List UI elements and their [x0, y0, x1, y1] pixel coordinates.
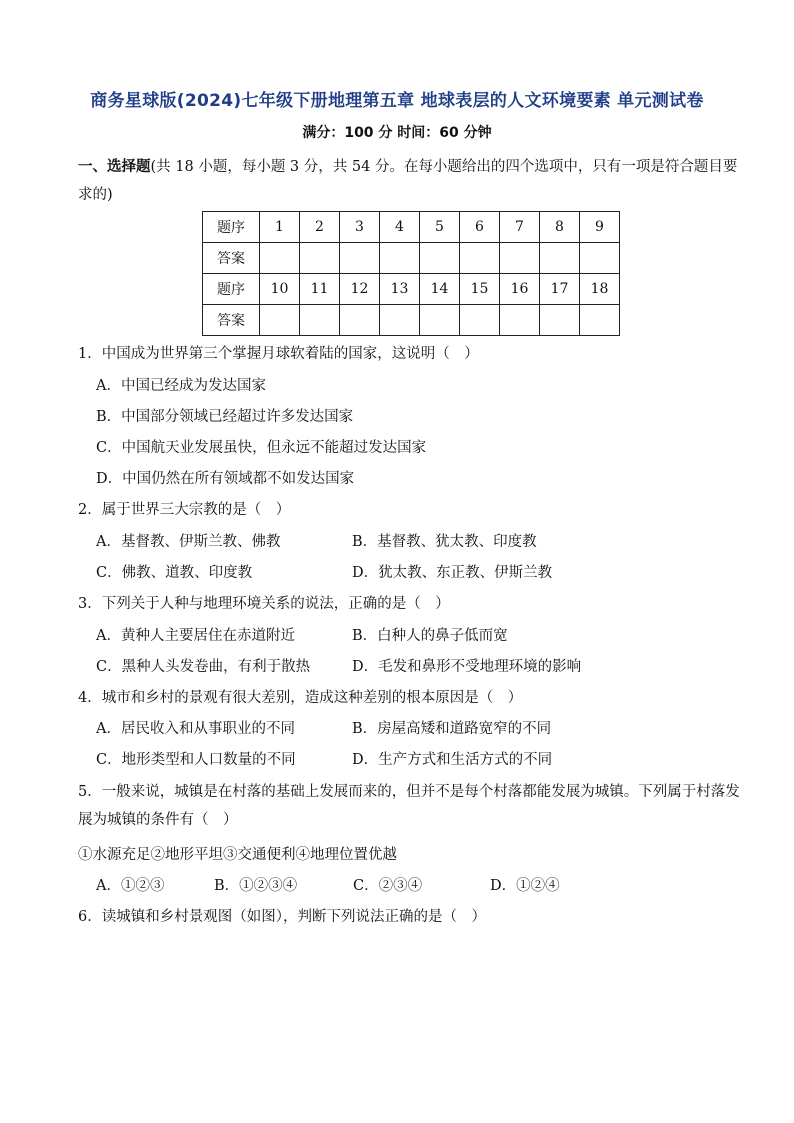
table-cell: 12 [340, 274, 380, 305]
section-label: 一、选择题 [78, 159, 151, 175]
table-header-cell: 答案 [203, 305, 260, 336]
table-cell: 10 [260, 274, 300, 305]
answer-table [202, 211, 620, 336]
table-cell: 6 [460, 212, 500, 243]
table-cell: 8 [540, 212, 580, 243]
question-4-option-c: C．地形类型和人口数量的不同 [96, 752, 296, 768]
question-4-stem: 4．城市和乡村的景观有很大差别，造成这种差别的根本原因是（ ） [78, 690, 523, 706]
answer-cell[interactable] [420, 243, 460, 274]
question-3-option-c: C．黑种人头发卷曲，有利于散热 [96, 659, 311, 675]
question-5-conditions: ①水源充足②地形平坦③交通便利④地理位置优越 [78, 847, 397, 863]
answer-table-row [203, 305, 620, 336]
question-2-stem: 2．属于世界三大宗教的是（ ） [78, 502, 291, 518]
answer-cell[interactable] [540, 305, 580, 336]
table-cell: 7 [500, 212, 540, 243]
table-header-cell: 答案 [203, 243, 260, 274]
question-1-stem: 1．中国成为世界第三个掌握月球软着陆的国家，这说明（ ） [78, 346, 479, 362]
question-5-stem: 5．一般来说，城镇是在村落的基础上发展而来的，但并不是每个村落都能发展为城镇。下列属于村落发展为城镇的条件有（ ） [78, 784, 740, 828]
table-cell: 4 [380, 212, 420, 243]
answer-cell[interactable] [420, 305, 460, 336]
exam-title: 商务星球版(2024)七年级下册地理第五章 地球表层的人文环境要素 单元测试卷 [90, 91, 704, 111]
answer-cell[interactable] [540, 243, 580, 274]
question-3-stem: 3．下列关于人种与地理环境关系的说法，正确的是（ ） [78, 596, 450, 612]
question-1-option-b: B．中国部分领域已经超过许多发达国家 [96, 409, 354, 425]
question-1-option-d: D．中国仍然在所有领域都不如发达国家 [96, 471, 355, 487]
table-cell: 16 [500, 274, 540, 305]
answer-cell[interactable] [460, 243, 500, 274]
table-cell: 11 [300, 274, 340, 305]
answer-cell[interactable] [500, 305, 540, 336]
answer-cell[interactable] [260, 243, 300, 274]
answer-cell[interactable] [340, 243, 380, 274]
answer-table-row [203, 274, 620, 305]
section-heading [78, 153, 750, 209]
question-5-option-a: A．①②③ [96, 878, 165, 894]
question-6-stem: 6．读城镇和乡村景观图（如图），判断下列说法正确的是（ ） [78, 909, 486, 925]
table-header-cell: 题序 [203, 274, 260, 305]
section-instructions: (共 18 小题，每小题 3 分，共 54 分。在每小题给出的四个选项中，只有一项是符合题目要求的) [78, 159, 738, 203]
question-5-option-c: C．②③④ [353, 878, 423, 894]
answer-cell[interactable] [460, 305, 500, 336]
question-4-option-d: D．生产方式和生活方式的不同 [352, 752, 553, 768]
table-cell: 1 [260, 212, 300, 243]
table-cell: 17 [540, 274, 580, 305]
exam-subtitle: 满分：100 分 时间：60 分钟 [302, 125, 492, 141]
answer-cell[interactable] [300, 243, 340, 274]
question-5-option-b: B．①②③④ [214, 878, 298, 894]
table-cell: 3 [340, 212, 380, 243]
table-cell: 5 [420, 212, 460, 243]
table-header-cell: 题序 [203, 212, 260, 243]
answer-table-row [203, 212, 620, 243]
answer-cell[interactable] [580, 305, 620, 336]
question-3-option-b: B．白种人的鼻子低而宽 [352, 628, 508, 644]
question-2-option-b: B．基督教、犹太教、印度教 [352, 534, 537, 550]
answer-cell[interactable] [380, 305, 420, 336]
question-2-option-c: C．佛教、道教、印度教 [96, 565, 253, 581]
question-1-option-c: C．中国航天业发展虽快，但永远不能超过发达国家 [96, 440, 427, 456]
table-cell: 2 [300, 212, 340, 243]
question-3-option-d: D．毛发和鼻形不受地理环境的影响 [352, 659, 582, 675]
answer-cell[interactable] [300, 305, 340, 336]
answer-cell[interactable] [380, 243, 420, 274]
answer-table-row [203, 243, 620, 274]
question-2-option-a: A．基督教、伊斯兰教、佛教 [96, 534, 281, 550]
table-cell: 9 [580, 212, 620, 243]
table-cell: 14 [420, 274, 460, 305]
question-2-option-d: D．犹太教、东正教、伊斯兰教 [352, 565, 553, 581]
answer-cell[interactable] [500, 243, 540, 274]
answer-cell[interactable] [260, 305, 300, 336]
table-cell: 15 [460, 274, 500, 305]
answer-cell[interactable] [340, 305, 380, 336]
question-4-option-b: B．房屋高矮和道路宽窄的不同 [352, 721, 552, 737]
answer-cell[interactable] [580, 243, 620, 274]
question-3-option-a: A．黄种人主要居住在赤道附近 [96, 628, 295, 644]
question-4-option-a: A．居民收入和从事职业的不同 [96, 721, 295, 737]
question-5-option-d: D．①②④ [490, 878, 560, 894]
table-cell: 18 [580, 274, 620, 305]
table-cell: 13 [380, 274, 420, 305]
question-1-option-a: A．中国已经成为发达国家 [96, 378, 266, 394]
